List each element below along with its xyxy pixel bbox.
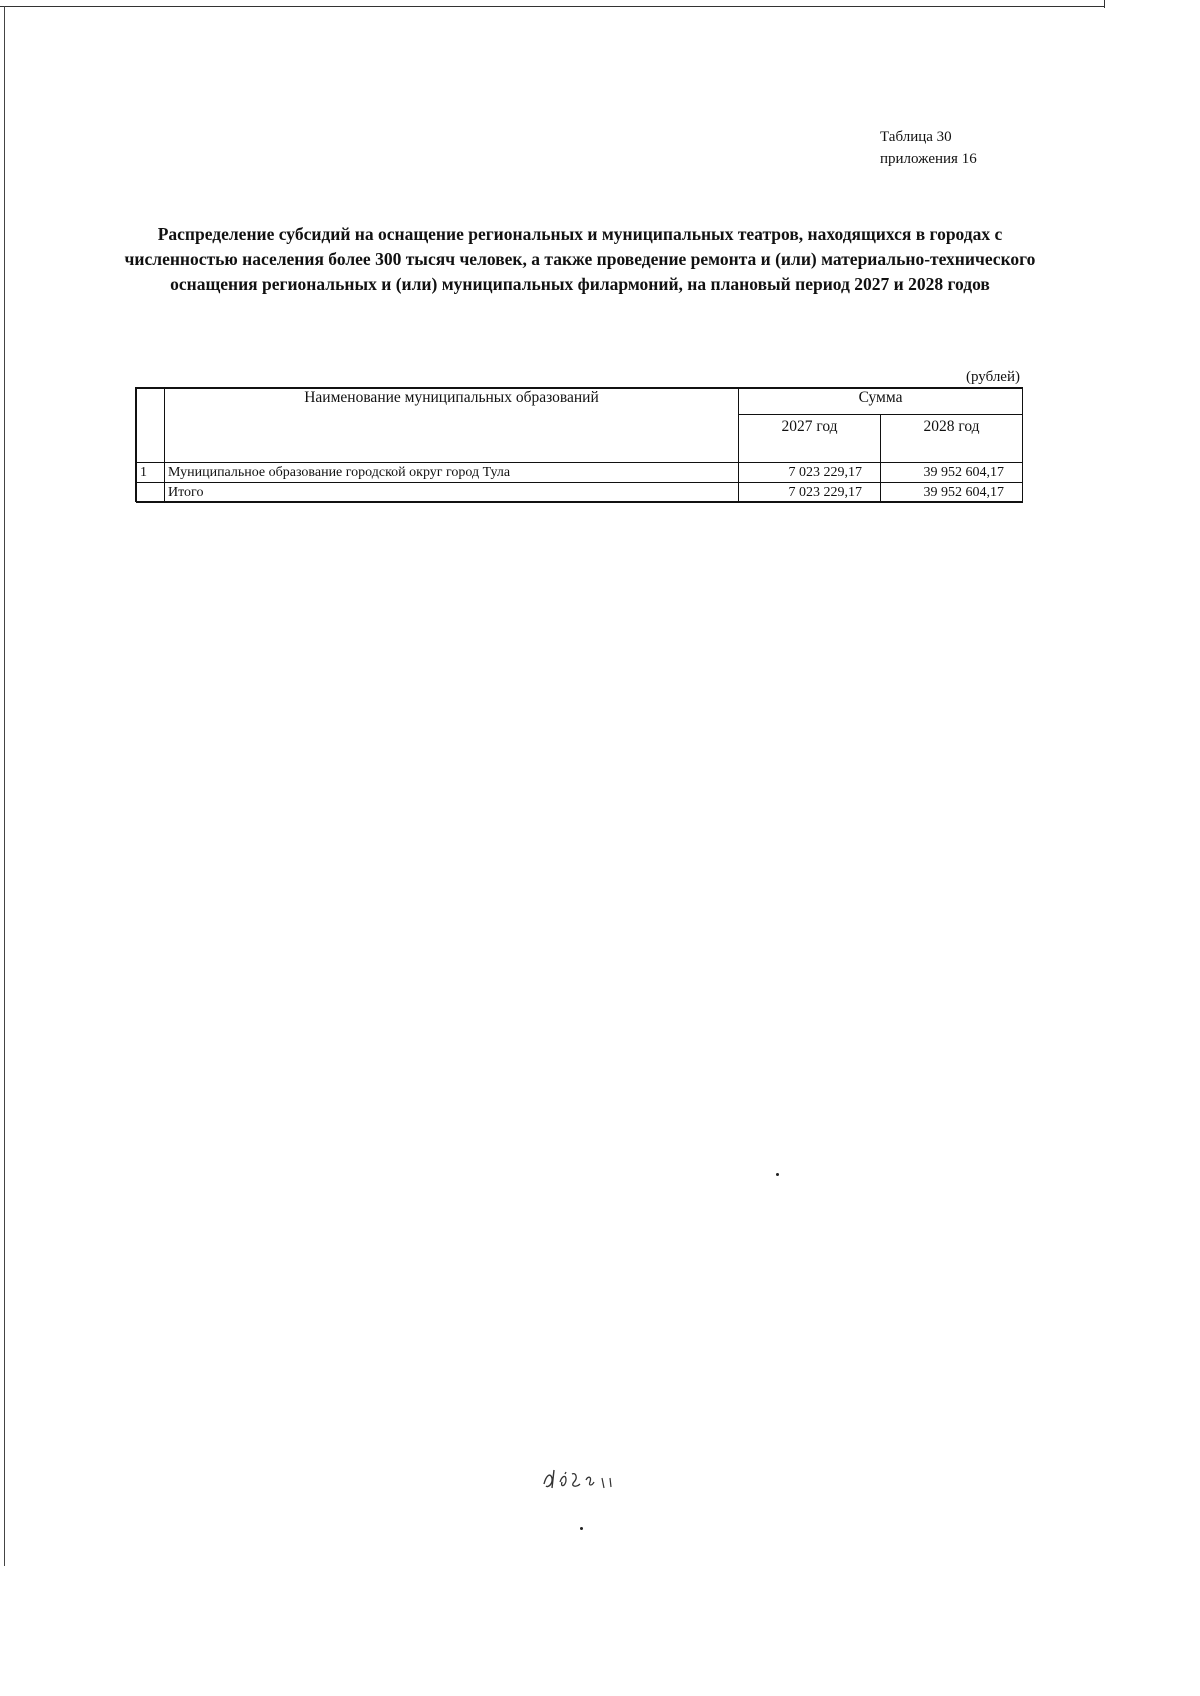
total-label: Итого (165, 483, 739, 503)
scan-edge-right (1104, 0, 1105, 8)
header-2027: 2027 год (739, 415, 881, 463)
handwritten-mark (536, 1458, 636, 1498)
row-amount-2028: 39 952 604,17 (881, 463, 1023, 483)
distribution-table (136, 388, 1023, 503)
scan-edge-left (4, 6, 5, 1566)
table-reference (880, 126, 977, 170)
total-amount-2028: 39 952 604,17 (881, 483, 1023, 503)
total-row (137, 483, 1023, 503)
header-num-cell (137, 389, 165, 463)
unit-label: (рублей) (965, 369, 1020, 385)
header-2028: 2028 год (881, 415, 1023, 463)
total-amount-2027: 7 023 229,17 (739, 483, 881, 503)
row-number: 1 (137, 463, 165, 483)
row-municipality: Муниципальное образование городской округ город Тула (165, 463, 739, 483)
table-number: Таблица 30 (880, 129, 952, 145)
total-number (137, 483, 165, 503)
scan-edge-top (0, 6, 1104, 7)
table-row (137, 463, 1023, 483)
appendix-number: приложения 16 (880, 151, 977, 167)
scan-speck (580, 1527, 583, 1530)
header-sum: Сумма (739, 389, 1023, 415)
header-name: Наименование муниципальных образований (165, 389, 739, 463)
document-title: Распределение субсидий на оснащение региональных и муниципальных театров, находящихся в городах с численностью населения более 300 тысяч человек, а также проведение ремонта и (или) материально-технического оснащения региональных и (или) муниципальных филармоний, на плановый период 2027 и 2028 годов (124, 224, 1036, 294)
scan-speck (776, 1173, 779, 1176)
row-amount-2027: 7 023 229,17 (739, 463, 881, 483)
